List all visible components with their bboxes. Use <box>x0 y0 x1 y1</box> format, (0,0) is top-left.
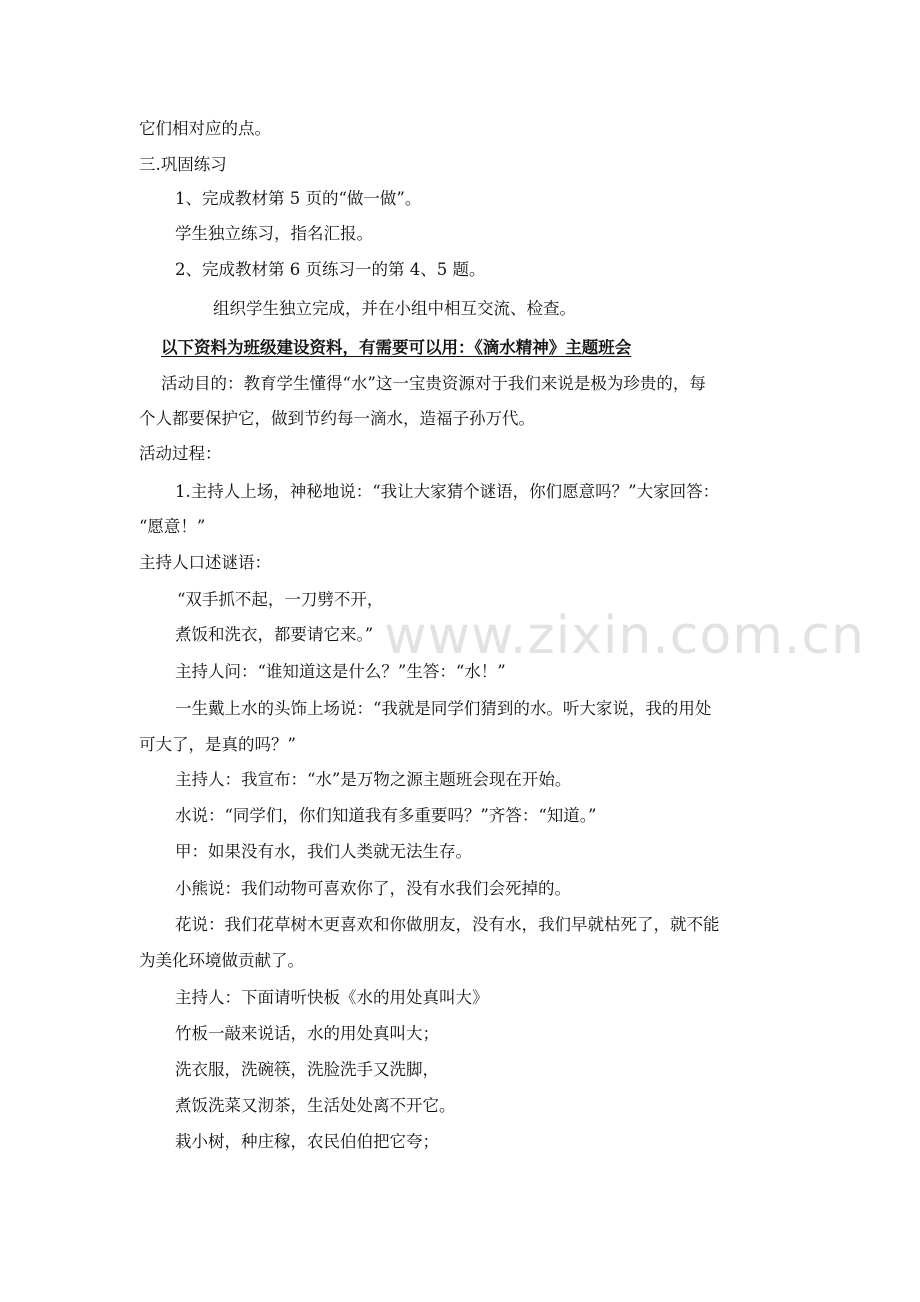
text-line: 竹板一敲来说话，水的用处真叫大； <box>175 1024 439 1043</box>
text-line: 甲：如果没有水，我们人类就无法生存。 <box>175 842 472 861</box>
text-line: 学生独立练习，指名汇报。 <box>175 224 373 243</box>
text-line: 一生戴上水的头饰上场说：“我就是同学们猜到的水。听大家说，我的用处 <box>175 699 712 718</box>
text-line: 主持人：下面请听快板《水的用处真叫大》 <box>175 988 489 1007</box>
text-line: “愿意！” <box>139 517 206 536</box>
text-line: 小熊说：我们动物可喜欢你了，没有水我们会死掉的。 <box>175 879 571 898</box>
text-line: 洗衣服，洗碗筷，洗脸洗手又洗脚， <box>175 1060 439 1079</box>
section-heading: 三.巩固练习 <box>139 155 227 174</box>
text-line: 组织学生独立完成，并在小组中相互交流、检查。 <box>213 299 576 318</box>
watermark: www.zixin.com.cn <box>384 606 865 666</box>
text-line: 煮饭和洗衣，都要请它来。” <box>175 625 374 644</box>
text-line: 主持人：我宣布：“水”是万物之源主题班会现在开始。 <box>175 770 572 789</box>
text-line: 它们相对应的点。 <box>139 119 271 138</box>
text-line: 水说：“同学们，你们知道我有多重要吗？”齐答：“知道。” <box>175 806 597 825</box>
text-line: 个人都要保护它，做到节约每一滴水，造福子孙万代。 <box>139 409 535 428</box>
text-line: 活动过程： <box>139 444 222 463</box>
text-line: 栽小树，种庄稼，农民伯伯把它夸； <box>175 1132 439 1151</box>
text-line: 可大了，是真的吗？” <box>139 735 296 754</box>
text-line: 1、完成教材第 5 页的“做一做”。 <box>175 189 422 208</box>
text-line: 为美化环境做贡献了。 <box>139 951 304 970</box>
text-line: 花说：我们花草树木更喜欢和你做朋友，没有水，我们早就枯死了，就不能 <box>175 915 720 934</box>
text-line: 煮饭洗菜又沏茶，生活处处离不开它。 <box>175 1096 456 1115</box>
text-line: 主持人口述谜语： <box>139 553 271 572</box>
text-line: “双手抓不起，一刀劈不开， <box>177 590 384 609</box>
text-line: 主持人问：“谁知道这是什么？”生答：“水！” <box>175 662 506 681</box>
text-line: 活动目的：教育学生懂得“水”这一宝贵资源对于我们来说是极为珍贵的，每 <box>161 374 706 393</box>
text-line: 2、完成教材第 6 页练习一的第 4、5 题。 <box>175 260 486 279</box>
resource-heading: 以下资料为班级建设资料，有需要可以用：《滴水精神》主题班会 <box>161 338 632 357</box>
text-line: 1.主持人上场，神秘地说：“我让大家猜个谜语，你们愿意吗？”大家回答： <box>175 482 720 501</box>
